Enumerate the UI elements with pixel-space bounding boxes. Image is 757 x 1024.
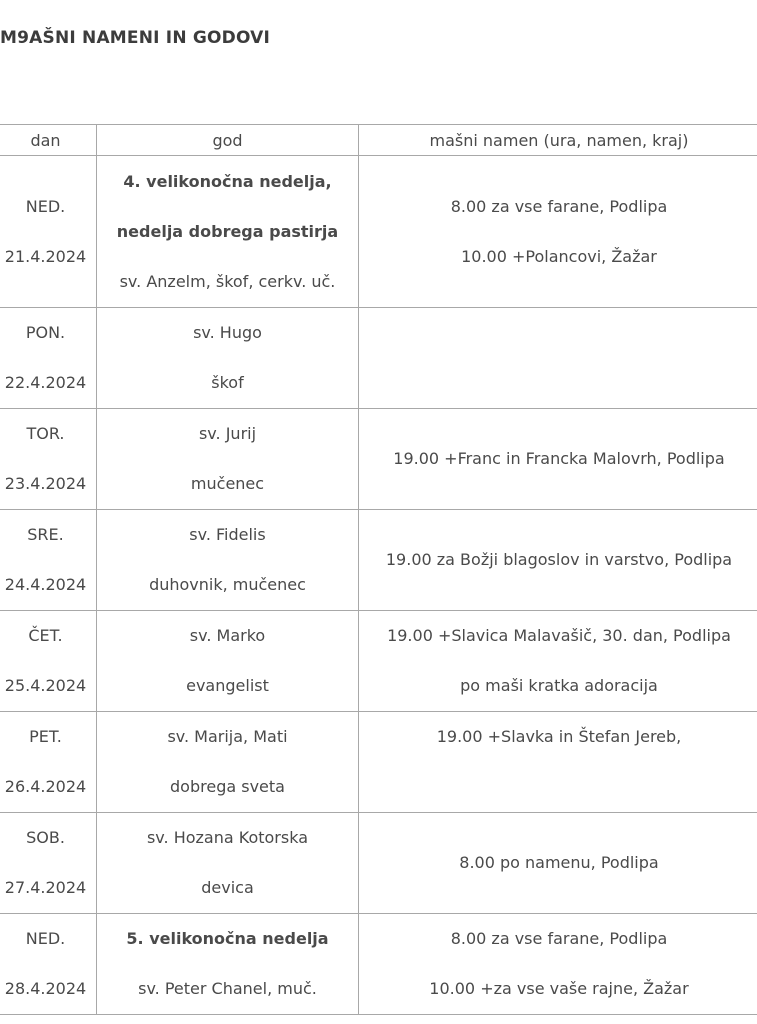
feast-line: mučenec bbox=[190, 474, 265, 493]
feast-line: sv. Peter Chanel, muč. bbox=[138, 979, 317, 998]
intentions-cell bbox=[359, 611, 757, 712]
mass-schedule-table bbox=[0, 124, 757, 1015]
feast-line: sv. Hozana Kotorska bbox=[146, 828, 309, 847]
day-cell bbox=[0, 813, 97, 914]
date-label: 21.4.2024 bbox=[4, 246, 87, 266]
mass-intention: 19.00 za Božji blagoslov in varstvo, Podlipa bbox=[385, 550, 733, 569]
mass-intention: 10.00 +za vse vaše rajne, Žažar bbox=[429, 979, 689, 998]
intentions-cell bbox=[359, 156, 757, 308]
weekday-label: NED. bbox=[25, 196, 66, 216]
table-header-row bbox=[0, 125, 757, 156]
intentions-cell bbox=[359, 510, 757, 611]
feast-cell bbox=[97, 611, 359, 712]
intentions-cell bbox=[359, 712, 757, 813]
table-row bbox=[0, 813, 757, 914]
mass-intention: 19.00 +Franc in Francka Malovrh, Podlipa bbox=[393, 449, 725, 468]
header-feast: god bbox=[97, 125, 359, 156]
feast-line: dobrega sveta bbox=[170, 777, 285, 796]
feast-line: sv. Marija, Mati bbox=[167, 727, 288, 746]
mass-intention bbox=[363, 762, 755, 812]
table-row bbox=[0, 914, 757, 1015]
weekday-label: TOR. bbox=[26, 424, 65, 443]
intentions-cell bbox=[359, 813, 757, 914]
mass-intention: 8.00 za vse farane, Podlipa bbox=[450, 196, 668, 216]
feast-line: sv. Jurij bbox=[198, 424, 257, 443]
day-cell bbox=[0, 510, 97, 611]
feast-cell bbox=[97, 156, 359, 308]
date-label: 25.4.2024 bbox=[4, 676, 87, 695]
table-row bbox=[0, 156, 757, 308]
mass-intention: 8.00 za vse farane, Podlipa bbox=[450, 929, 668, 948]
header-day: dan bbox=[0, 125, 97, 156]
feast-cell bbox=[97, 914, 359, 1015]
weekday-label: SRE. bbox=[27, 525, 64, 544]
weekday-label: PET. bbox=[29, 727, 62, 746]
feast-line: sv. Marko bbox=[189, 626, 266, 645]
page-title: M9AŠNI NAMENI IN GODOVI bbox=[0, 28, 271, 48]
feast-line: škof bbox=[211, 373, 244, 392]
date-label: 28.4.2024 bbox=[4, 979, 87, 998]
feast-line: 4. velikonočna nedelja, bbox=[123, 171, 332, 191]
table-row bbox=[0, 308, 757, 409]
day-cell bbox=[0, 712, 97, 813]
table-row bbox=[0, 712, 757, 813]
day-cell bbox=[0, 914, 97, 1015]
feast-cell bbox=[97, 813, 359, 914]
feast-cell bbox=[97, 712, 359, 813]
mass-intention: 8.00 po namenu, Podlipa bbox=[459, 853, 659, 872]
feast-cell bbox=[97, 409, 359, 510]
mass-intention: po maši kratka adoracija bbox=[460, 676, 658, 695]
weekday-label: SOB. bbox=[26, 828, 65, 847]
mass-intention: 19.00 +Slavica Malavašič, 30. dan, Podlipa bbox=[387, 626, 731, 645]
day-cell bbox=[0, 308, 97, 409]
feast-line: sv. Hugo bbox=[193, 323, 262, 342]
date-label: 23.4.2024 bbox=[4, 474, 87, 493]
feast-line: 5. velikonočna nedelja bbox=[126, 929, 329, 948]
weekday-label: PON. bbox=[25, 323, 66, 342]
feast-line: sv. Fidelis bbox=[189, 525, 266, 544]
feast-line: nedelja dobrega pastirja bbox=[116, 221, 339, 241]
mass-intention: 19.00 +Slavka in Štefan Jereb, bbox=[436, 727, 682, 746]
intentions-cell bbox=[359, 409, 757, 510]
feast-cell bbox=[97, 308, 359, 409]
feast-line: devica bbox=[201, 878, 254, 897]
feast-line: duhovnik, mučenec bbox=[149, 575, 306, 594]
table-row bbox=[0, 409, 757, 510]
day-cell bbox=[0, 156, 97, 308]
date-label: 26.4.2024 bbox=[4, 777, 87, 796]
intentions-cell bbox=[359, 308, 757, 409]
weekday-label: NED. bbox=[25, 929, 66, 948]
date-label: 22.4.2024 bbox=[4, 373, 87, 392]
feast-line: sv. Anzelm, škof, cerkv. uč. bbox=[119, 271, 336, 291]
table-row bbox=[0, 510, 757, 611]
day-cell bbox=[0, 409, 97, 510]
header-intentions: mašni namen (ura, namen, kraj) bbox=[359, 125, 757, 156]
weekday-label: ČET. bbox=[28, 626, 63, 645]
date-label: 27.4.2024 bbox=[4, 878, 87, 897]
date-label: 24.4.2024 bbox=[4, 575, 87, 594]
day-cell bbox=[0, 611, 97, 712]
table-row bbox=[0, 611, 757, 712]
feast-line: evangelist bbox=[186, 676, 269, 695]
feast-cell bbox=[97, 510, 359, 611]
intentions-cell bbox=[359, 914, 757, 1015]
mass-intention: 10.00 +Polancovi, Žažar bbox=[461, 246, 657, 266]
